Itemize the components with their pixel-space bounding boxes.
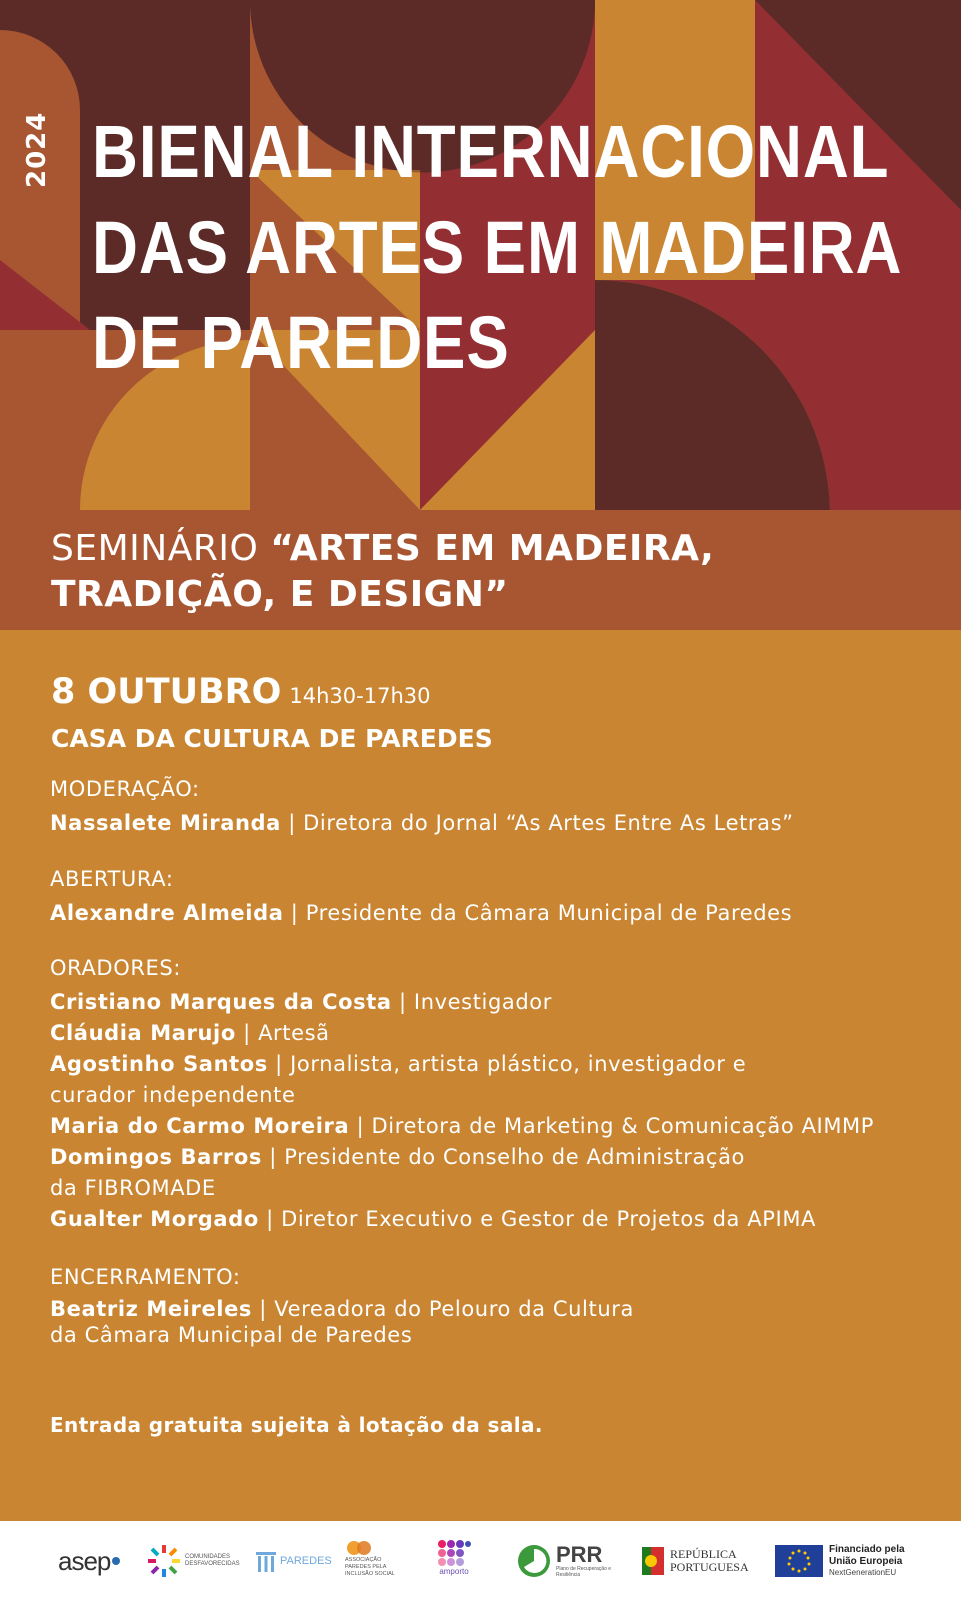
- apis-logo: [345, 1539, 405, 1583]
- hero-banner: [0, 0, 961, 510]
- dots-grid-icon: [437, 1539, 471, 1567]
- speaker-item: [50, 987, 874, 1018]
- republica-text: REPÚBLICA PORTUGUESA: [670, 1547, 749, 1574]
- speaker-role: | Diretor Executivo e Gestor de Projetos da APIMA: [258, 1207, 817, 1231]
- apis-text: ASSOCIAÇÃO PAREDES PELA INCLUSÃO SOCIAL: [345, 1557, 395, 1577]
- event-time: 14h30-17h30: [289, 684, 431, 708]
- speaker-role: | Diretora de Marketing & Comunicação AIMMP: [349, 1114, 875, 1138]
- prr-text: PRR: [556, 1542, 603, 1567]
- seminar-band: [0, 510, 961, 630]
- speaker-item: [50, 1049, 874, 1080]
- speaker-name: Maria do Carmo Moreira: [50, 1114, 350, 1138]
- comunidades-logo: [146, 1539, 240, 1583]
- opening-section: [50, 864, 792, 929]
- comunidades-text: COMUNIDADES DESFAVORECIDAS: [185, 1554, 240, 1567]
- year-label: 2024: [22, 111, 52, 188]
- event-details: [0, 630, 961, 1521]
- speakers-section: [50, 953, 874, 1235]
- eu-line-2: União Europeia: [829, 1556, 903, 1567]
- eu-logo: [775, 1539, 905, 1583]
- paredes-logo: [255, 1539, 332, 1583]
- closing-section: [50, 1262, 634, 1348]
- title-line-3: DE PAREDES: [92, 301, 510, 384]
- speaker-name: Agostinho Santos: [50, 1052, 268, 1076]
- speaker-item: [50, 1204, 874, 1235]
- prr-subtitle: Plano de Recuperação e Resiliência: [556, 1566, 612, 1578]
- paredes-text: PAREDES: [280, 1555, 332, 1567]
- title-line-2: DAS ARTES EM MADEIRA: [92, 206, 903, 289]
- seminar-title-line-2: TRADIÇÃO, E DESIGN”: [51, 574, 509, 615]
- speaker-name: Cristiano Marques da Costa: [50, 990, 392, 1014]
- sponsor-logos: [0, 1521, 961, 1600]
- closing-name: Beatriz Meireles: [50, 1297, 253, 1321]
- seminar-label: SEMINÁRIO: [51, 528, 259, 569]
- republica-logo: [642, 1539, 762, 1583]
- seminar-title-line-1: “ARTES EM MADEIRA,: [270, 528, 715, 569]
- speaker-role: | Jornalista, artista plástico, investigador e: [267, 1052, 747, 1076]
- eu-line-3: NextGenerationEU: [829, 1568, 897, 1577]
- opening-name: Alexandre Almeida: [50, 901, 284, 925]
- flag-emblem-icon: [642, 1547, 664, 1575]
- speaker-role-continued: da FIBROMADE: [50, 1176, 216, 1200]
- closing-heading: ENCERRAMENTO:: [50, 1265, 241, 1289]
- sunburst-icon: [146, 1543, 182, 1579]
- moderation-heading: MODERAÇÃO:: [50, 777, 200, 801]
- amporto-logo: [437, 1539, 471, 1583]
- speaker-role: | Artesã: [235, 1021, 330, 1045]
- speaker-name: Domingos Barros: [50, 1145, 262, 1169]
- entry-note: Entrada gratuita sujeita à lotação da sala.: [50, 1413, 543, 1437]
- amporto-text: amporto: [439, 1567, 469, 1576]
- asep-logo: [58, 1539, 120, 1583]
- seminar-title: [51, 526, 714, 618]
- opening-role: | Presidente da Câmara Municipal de Paredes: [283, 901, 793, 925]
- moderator-role: | Diretora do Jornal “As Artes Entre As Letras”: [280, 811, 794, 835]
- prr-logo: [516, 1539, 616, 1583]
- moderator-name: Nassalete Miranda: [50, 811, 281, 835]
- speaker-role: | Investigador: [391, 990, 552, 1014]
- eu-line-1: Financiado pela: [829, 1544, 905, 1555]
- prr-circle-icon: [516, 1543, 552, 1579]
- closing-role: | Vereadora do Pelouro da Cultura: [252, 1297, 634, 1321]
- speaker-role: | Presidente do Conselho de Administração: [261, 1145, 745, 1169]
- speaker-role-continued: curador independente: [50, 1083, 296, 1107]
- asep-wordmark: asep: [58, 1545, 111, 1576]
- speaker-item: [50, 1018, 874, 1049]
- building-icon: [255, 1548, 277, 1574]
- closing-role-continued: da Câmara Municipal de Paredes: [50, 1323, 413, 1347]
- event-date: 8 OUTUBRO: [51, 672, 282, 712]
- speaker-item: [50, 1111, 874, 1142]
- moderation-section: [50, 774, 794, 839]
- heart-hands-icon: [345, 1539, 373, 1557]
- dot-icon: [112, 1557, 120, 1565]
- title-line-1: BIENAL INTERNACIONAL: [92, 110, 890, 193]
- speaker-name: Cláudia Marujo: [50, 1021, 236, 1045]
- opening-heading: ABERTURA:: [50, 867, 174, 891]
- eu-flag-icon: [775, 1545, 823, 1577]
- speakers-heading: ORADORES:: [50, 956, 182, 980]
- speaker-name: Gualter Morgado: [50, 1207, 259, 1231]
- date-time-row: [51, 672, 430, 712]
- speaker-item: [50, 1142, 874, 1173]
- event-venue: CASA DA CULTURA DE PAREDES: [51, 724, 493, 753]
